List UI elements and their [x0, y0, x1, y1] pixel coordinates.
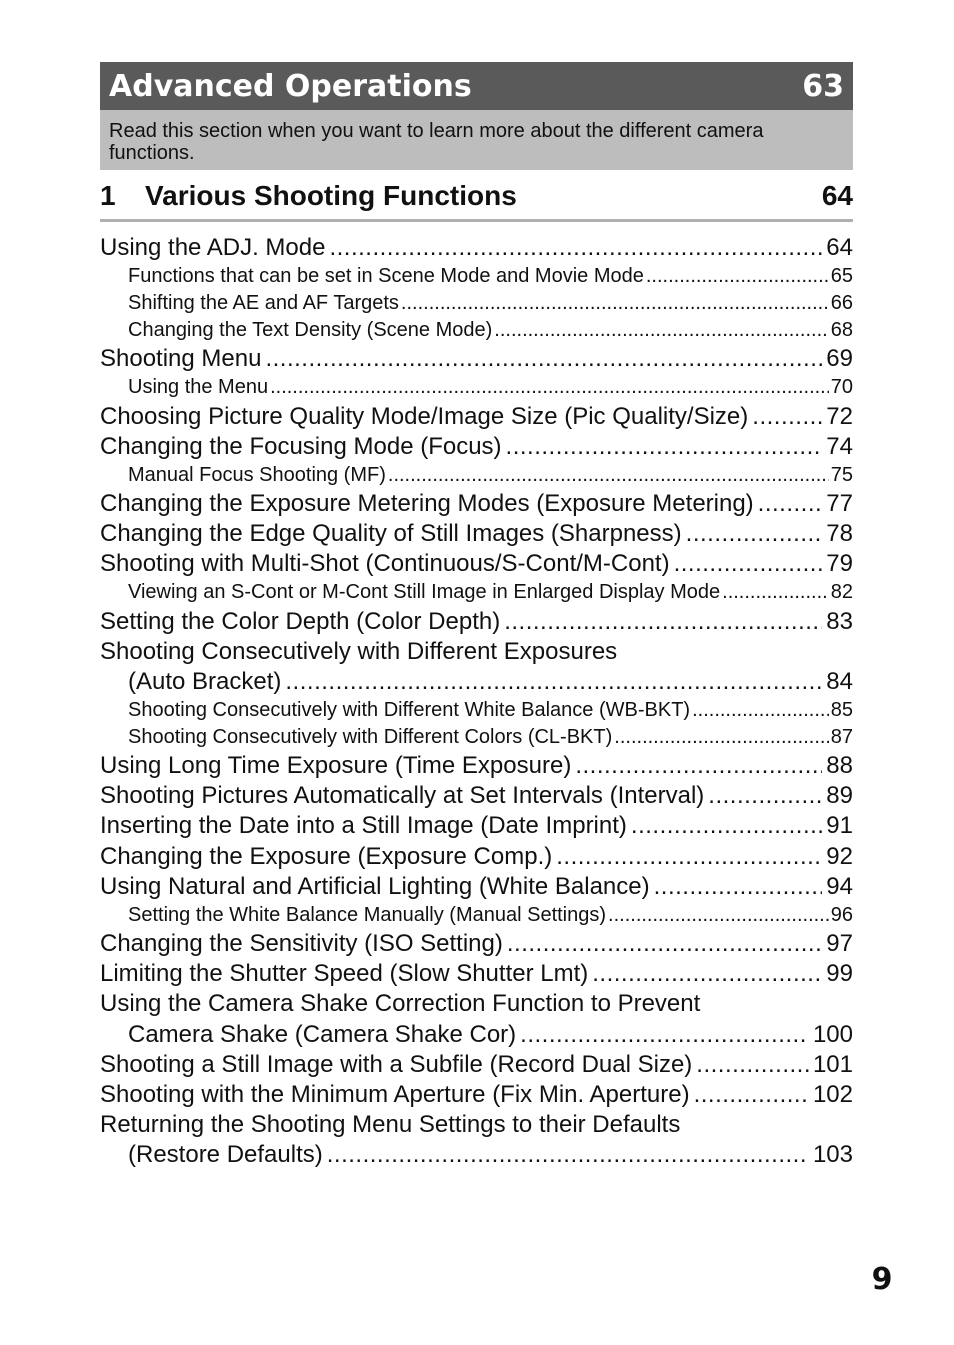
toc-entry-page: 65 [830, 265, 853, 288]
toc-entry-label: Changing the Exposure Metering Modes (Exposure Metering) [100, 489, 754, 517]
toc-entry-page: 103 [812, 1141, 853, 1169]
toc-entry-page: 78 [826, 520, 853, 548]
dot-leader [388, 462, 829, 489]
toc-entry-line[interactable]: Shooting Consecutively with Different Exposures [100, 637, 618, 665]
dot-leader [686, 519, 823, 549]
toc-list [100, 233, 853, 1170]
toc-entry-label: Shifting the AE and AF Targets [128, 292, 399, 315]
dot-leader [646, 263, 829, 290]
toc-entry-page: 68 [830, 319, 853, 342]
toc-entry-page: 94 [826, 872, 853, 900]
toc-entry[interactable] [100, 519, 853, 549]
chapter-intro: Read this section when you want to learn more about the different camera functions. [100, 110, 853, 170]
toc-entry-label: Changing the Exposure (Exposure Comp.) [100, 842, 553, 870]
dot-leader [752, 402, 822, 432]
toc-entry-label: Shooting a Still Image with a Subfile (Record Dual Size) [100, 1050, 693, 1078]
toc-entry[interactable] [100, 344, 853, 374]
toc-entry[interactable] [100, 1019, 853, 1049]
dot-leader [265, 344, 822, 374]
toc-entry[interactable] [100, 1140, 853, 1170]
dot-leader [556, 842, 822, 872]
dot-leader [694, 1080, 809, 1110]
toc-entry-label: Using Long Time Exposure (Time Exposure) [100, 752, 572, 780]
toc-subentry[interactable] [100, 374, 853, 401]
section-number: 1 [100, 180, 116, 211]
toc-entry[interactable] [100, 811, 853, 841]
dot-leader [401, 290, 829, 317]
section-heading [100, 180, 853, 222]
chapter-banner [100, 62, 853, 110]
toc-entry-label: Shooting Menu [100, 345, 262, 373]
toc-entry-page: 77 [826, 489, 853, 517]
toc-entry-page: 79 [826, 550, 853, 578]
toc-subentry[interactable] [100, 263, 853, 290]
toc-entry[interactable] [100, 606, 853, 636]
toc-entry-label: Changing the Focusing Mode (Focus) [100, 432, 502, 460]
toc-entry-page: 82 [830, 581, 853, 604]
dot-leader [722, 579, 829, 606]
toc-entry[interactable] [100, 751, 853, 781]
toc-entry-page: 74 [826, 432, 853, 460]
toc-entry-label: (Restore Defaults) [128, 1141, 323, 1169]
toc-entry-page: 87 [830, 725, 853, 748]
toc-entry-label: Viewing an S-Cont or M-Cont Still Image in Enlarged Display Mode [128, 581, 721, 604]
dot-leader [329, 233, 822, 263]
dot-leader [285, 667, 822, 697]
dot-leader [696, 1050, 809, 1080]
toc-entry[interactable] [100, 233, 853, 263]
toc-entry-label: Setting the White Balance Manually (Manual Settings) [128, 903, 607, 926]
toc-entry[interactable] [100, 401, 853, 431]
toc-entry-page: 91 [826, 812, 853, 840]
toc-entry-label: Changing the Edge Quality of Still Images (Sharpness) [100, 520, 682, 548]
toc-entry-page: 72 [826, 402, 853, 430]
toc-entry-page: 89 [826, 782, 853, 810]
toc-entry-label: (Auto Bracket) [128, 667, 282, 695]
toc-entry-page: 84 [826, 667, 853, 695]
toc-entry-page: 69 [826, 345, 853, 373]
dot-leader [654, 872, 823, 902]
toc-entry[interactable] [100, 1080, 853, 1110]
page-number: 9 [871, 1262, 893, 1297]
dot-leader [506, 432, 823, 462]
dot-leader [520, 1020, 809, 1050]
toc-subentry[interactable] [100, 290, 853, 317]
toc-entry-label: Changing the Text Density (Scene Mode) [128, 319, 493, 342]
toc-entry-label: Inserting the Date into a Still Image (Date Imprint) [100, 812, 627, 840]
toc-entry-page: 102 [812, 1080, 853, 1108]
toc-subentry[interactable] [100, 579, 853, 606]
toc-entry[interactable] [100, 432, 853, 462]
toc-entry[interactable] [100, 1050, 853, 1080]
toc-subentry[interactable] [100, 317, 853, 344]
dot-leader [592, 959, 822, 989]
toc-entry-page: 101 [812, 1050, 853, 1078]
dot-leader [674, 549, 823, 579]
toc-entry-label: Using the Menu [128, 376, 269, 399]
dot-leader [327, 1140, 809, 1170]
dot-leader [270, 374, 829, 401]
toc-entry-label: Limiting the Shutter Speed (Slow Shutter Lmt) [100, 960, 589, 988]
dot-leader [708, 781, 822, 811]
toc-entry-label: Shooting Consecutively with Different White Balance (WB-BKT) [128, 698, 691, 721]
toc-entry-page: 85 [830, 698, 853, 721]
toc-entry-line[interactable]: Returning the Shooting Menu Settings to their Defaults [100, 1110, 681, 1138]
toc-entry-label: Shooting Consecutively with Different Colors (CL-BKT) [128, 725, 613, 748]
section-title: Various Shooting Functions [145, 180, 517, 211]
toc-entry-page: 96 [830, 903, 853, 926]
toc-entry[interactable] [100, 781, 853, 811]
dot-leader [692, 697, 829, 724]
dot-leader [614, 724, 828, 751]
toc-entry-label: Using the ADJ. Mode [100, 234, 326, 262]
dot-leader [758, 489, 823, 519]
toc-entry[interactable] [100, 667, 853, 697]
toc-subentry[interactable] [100, 697, 853, 724]
toc-entry-page: 70 [830, 376, 853, 399]
toc-entry-page: 88 [826, 752, 853, 780]
dot-leader [575, 751, 822, 781]
toc-subentry[interactable] [100, 902, 853, 929]
toc-entry-page: 64 [826, 234, 853, 262]
toc-entry-page: 100 [812, 1020, 853, 1048]
dot-leader [608, 902, 829, 929]
dot-leader [631, 811, 822, 841]
chapter-title: Advanced Operations [109, 68, 472, 104]
section-title-group [100, 180, 517, 212]
section-page: 64 [821, 180, 853, 211]
toc-entry-label: Choosing Picture Quality Mode/Image Size (Pic Quality/Size) [100, 402, 749, 430]
toc-entry-page: 75 [830, 463, 853, 486]
toc-entry[interactable] [100, 841, 853, 871]
toc-entry-label: Shooting with the Minimum Aperture (Fix Min. Aperture) [100, 1080, 690, 1108]
toc-entry-label: Using Natural and Artificial Lighting (White Balance) [100, 872, 650, 900]
toc-entry[interactable] [100, 929, 853, 959]
toc-entry-label: Shooting Pictures Automatically at Set Intervals (Interval) [100, 782, 705, 810]
toc-subentry[interactable] [100, 724, 853, 751]
dot-leader [507, 929, 822, 959]
toc-entry-page: 83 [826, 607, 853, 635]
chapter-page: 63 [802, 68, 844, 104]
toc-entry-label: Camera Shake (Camera Shake Cor) [128, 1020, 517, 1048]
toc-entry-line[interactable]: Using the Camera Shake Correction Function to Prevent [100, 990, 701, 1018]
toc-entry-page: 97 [826, 930, 853, 957]
toc-entry[interactable] [100, 549, 853, 579]
toc-entry-page: 99 [826, 960, 853, 988]
toc-entry-page: 66 [830, 292, 853, 315]
toc-entry-label: Changing the Sensitivity (ISO Setting) [100, 930, 503, 957]
toc-entry[interactable] [100, 872, 853, 902]
toc-entry-label: Setting the Color Depth (Color Depth) [100, 607, 501, 635]
toc-entry-label: Functions that can be set in Scene Mode and Movie Mode [128, 265, 644, 288]
toc-page [100, 62, 853, 1170]
dot-leader [494, 317, 828, 344]
toc-subentry[interactable] [100, 462, 853, 489]
dot-leader [504, 607, 822, 637]
toc-entry-page: 92 [826, 842, 853, 870]
toc-entry-label: Manual Focus Shooting (MF) [128, 463, 386, 486]
toc-entry-label: Shooting with Multi-Shot (Continuous/S-Cont/M-Cont) [100, 550, 670, 578]
toc-entry[interactable] [100, 489, 853, 519]
toc-entry[interactable] [100, 959, 853, 989]
